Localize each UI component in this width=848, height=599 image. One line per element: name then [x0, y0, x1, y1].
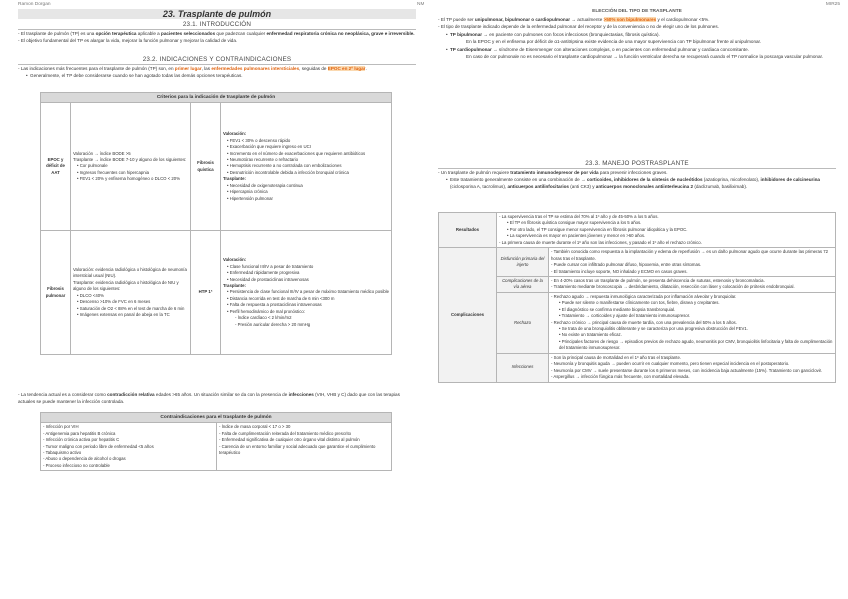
- list-item: - El tratamiento incluye soporte, NO inhalado y ECMO en casos graves.: [551, 269, 833, 275]
- contraindications-left: [41, 423, 217, 471]
- intro-paragraph-1: - El trasplante de pulmón (TP) es una opción terapéutica aplicable a pacientes seleccionados que padezcan cualquier enfermedad respiratoria crónica no neoplásica, grave e irreversible.: [18, 31, 416, 38]
- page-title: 23. Trasplante de pulmón: [18, 9, 416, 19]
- list-item: - La primera causa de muerte durante el 1º año son las infecciones, y pasado el 1º año el rechazo crónico.: [499, 240, 833, 246]
- row-criteria-htp: Valoración: • Clase funcional III/IV a pesar de tratamiento • Enfermedad rápidamente progresiva • Necesidad de prostaciclinas intravenosas Trasplante: • Persistencia de clase funcional III/IV a pesar de máximo tratamiento médico posible • Distancia recorrida en test de marcha de 6 min <300 m • Falta de respuesta a prostaciclinas intravenosas • Perfil hemodinámico de mal pronóstico: - Índice cardíaco < 2 l/min/m2 - Presión auricular derecha > 20 mmHg: [221, 231, 392, 355]
- infecciones-content: [549, 353, 836, 382]
- list-item: - Infección por VIH: [43, 424, 214, 430]
- sub-label-disfuncion: Disfunción primaria del injerto: [497, 248, 549, 277]
- right-page: [424, 0, 848, 599]
- list-item: • Se trata de una bronquiolitis obliterante y se caracteriza por una progresiva obstrucción del FEV1.: [559, 326, 749, 331]
- rechazo-content: [549, 292, 836, 353]
- running-header-nm: NM: [417, 1, 425, 7]
- list-item: - Aspergillus → infección fúngica más frecuente, con mortalidad elevada.: [551, 374, 833, 380]
- list-item: - Neumonía y bronquitis aguda → pueden ocurrir en cualquier momento, pero tienen especial incidencia en el postoperatorio.: [551, 361, 833, 367]
- list-item: - Infección crónica activa por hepatitis C: [43, 437, 214, 443]
- list-item: - Tabaquismo activo: [43, 450, 214, 456]
- list-item: • El diagnóstico se confirma mediante biopsia transbronquial.: [559, 306, 676, 312]
- section-intro-heading: 23.1. INTRODUCCIÓN: [18, 21, 416, 30]
- running-header-author: Ramon Dorgan: [18, 1, 51, 7]
- list-item: - Son la principal causa de mortalidad en el 1º año tras el trasplante.: [551, 355, 833, 361]
- running-header-code: MIR25: [825, 1, 840, 7]
- row-label-complicaciones: Complicaciones: [439, 248, 497, 382]
- section-postransplant-heading: 23.3. MANEJO POSTRASPLANTE: [438, 160, 836, 169]
- disfuncion-content: [549, 248, 836, 277]
- list-item: - Rechazo crónico → principal causa de muerte tardía, con una prevalencia del 50% a los 5 años.: [551, 320, 833, 326]
- criteria-table-title: Criterios para la indicación de trasplante de pulmón: [41, 93, 392, 103]
- row-label-fibrosis: Fibrosis pulmonar: [41, 231, 71, 355]
- contraindications-right: [217, 423, 392, 471]
- list-item: - La supervivencia tras el TP se estima del 70% al 1º año y de 45-50% a los 5 años.: [499, 214, 833, 220]
- list-item: - Falta de cumplimentación reiterada del tratamiento médico prescrito: [219, 431, 389, 437]
- list-item: - Rechazo agudo → respuesta inmunológica caracterizada por inflamación alveolar y bronquiolar.: [551, 294, 833, 300]
- list-item: • La supervivencia es mayor en pacientes jóvenes y menor en >60 años.: [507, 233, 646, 239]
- row-label-htp: HTP 1ª: [191, 231, 221, 355]
- row-criteria-epoc: Valoración → índice BODE >5 Trasplante → índice BODE 7-10 y alguno de los siguientes: • Cor pulmonale • Ingresos frecuentes con hipercapnia • FEV1 < 20% y enfisema homogéneo o DLCO < 20%: [71, 103, 191, 231]
- row-label-epoc: EPOC y déficit de AAT: [41, 103, 71, 231]
- row-criteria-fq: Valoración: • FEV1 < 30% o descenso rápido • Exacerbación que requiere ingreso en UCI • Incremento en el número de exacerbaciones que requieren antibióticos • Neumotórax recurrente o refractario • Hemoptisis recurrente a no controlada con embolizaciones • Desnutrición incontrolable debida a infección bronquial crónica Trasplante: • Necesidad de oxigenoterapia continua • Hipercapnia crónica • Hipertensión pulmonar: [221, 103, 392, 231]
- transplant-type-text: - El TP puede ser unipulmonar, bipulmonar o cardiopulmonar → actualmente >50% son bipulmonares y el cardiopulmonar <5%. - El tipo de trasplante indicado depende de la enfermedad pulmonar del receptor y de la conveniencia o no de elegir uno de los pulmones. • TP bipulmonar → en paciente con pulmones con focos infecciosos (bronquiectasias, fibrosis quística). En la EPOC y en el enfisema por déficit de α1-antitripsina existe evidencia de una mayor supervivencia con TP bipulmonar frente al unipulmonar. • TP cardiopulmonar → síndrome de Eisenmenger con alteraciones complejas, o en pacientes con enfermedad pulmonar y cardiaca concomitante. En caso de cor pulmonale no es necesario el trasplante cardiopulmonar → la función ventricular derecha se recuperará cuando el TP normalice la poscarga vascular pulmonar.: [438, 17, 836, 62]
- list-item: - También conocida como respuesta a la implantación y edema de reperfusión → es un daño pulmonar agudo que ocurre durante las primeras 72 horas tras el trasplante.: [551, 249, 833, 262]
- list-item: • Tratamiento → corticoides y ajuste del tratamiento inmunosupresor.: [559, 313, 691, 319]
- postransplant-table: [438, 212, 836, 383]
- list-item: • Principales factores de riesgo → episodios previos de rechazo agudo, neumonitis por CMV, bronquiolitis linfocitaria y falta de cumplimentación del tratamiento inmunosupresor.: [559, 338, 833, 351]
- sub-label-rechazo: Rechazo: [497, 292, 549, 353]
- list-item: • Por otro lado, el TP consigue menor supervivencia en fibrosis pulmonar idiopática y la EPOC.: [507, 226, 688, 232]
- contraindications-table: [40, 412, 392, 471]
- row-criteria-fibrosis: Valoración: evidencia radiológica o histológica de neumonía intersticial usual (NIU). Trasplante: evidencia radiológica o histológica de NIU y alguno de los siguientes: • DLCO <40% • Descenso >10% de FVC en 6 meses • Saturación de O2 < 88% en el test de marcha de 6 min • Imágenes extensas en panal de abeja en la TC: [71, 231, 191, 355]
- postransplant-text: - Un trasplante de pulmón requiere tratamiento inmunodepresor de por vida para prevenir infecciones graves. • Este tratamiento generalmente consiste en una combinación de → corticoides, inhibidores de la síntesis de nucleótidos (azatioprina, micofenolato), inhibidores de calcineurina (ciclosporina A, tacrolimus), anticuerpos antilinfocitarios (anti CK3) y anticuerpos monoclonales antiinterleucina 2 (daclizumab, basiliximab).: [438, 170, 836, 192]
- intro-paragraph-2: - El objetivo fundamental del TP es alargar la vida, mejorar la función pulmonar y mejorar la calidad de vida.: [18, 38, 416, 45]
- list-item: • Puede ser silente o manifestarse clínicamente con tos, fiebre, disnea y crepitantes.: [559, 300, 720, 306]
- section-indications-heading: 23.2. INDICACIONES Y CONTRAINDICACIONES: [18, 56, 416, 65]
- indications-paragraph-1: - Las indicaciones más frecuentes para el trasplante de pulmón (TP) son, en primer lugar, las enfermedades pulmonares intersticiales, seguidas de EPOC en 2º lugar.: [18, 66, 416, 73]
- transplant-type-heading: ELECCIÓN DEL TIPO DE TRASPLANTE: [592, 9, 682, 14]
- row-label-fq: Fibrosis quística: [191, 103, 221, 231]
- indications-text: [18, 66, 416, 81]
- list-item: • No existe un tratamiento eficaz.: [559, 332, 622, 338]
- list-item: - Antigenemia para hepatitis B crónica: [43, 431, 214, 437]
- row-label-resultados: Resultados: [439, 213, 497, 248]
- resultados-content: [497, 213, 836, 248]
- list-item: - Tumor maligno con periodo libre de enfermedad <5 años: [43, 444, 214, 450]
- list-item: - Abuso o dependencia de alcohol o drogas: [43, 456, 214, 462]
- criteria-table: [40, 92, 392, 355]
- list-item: - Neumonía por CMV → suele presentarse durante los 6 primeros meses, con incidencia baja actualmente (15%). Tratamiento con ganciclovir.: [551, 368, 833, 374]
- list-item: - Carencia de un entorno familiar y social adecuado que garantice el cumplimiento terapéutico: [219, 444, 389, 457]
- list-item: - En 4-20% casos tras un trasplante de pulmón, se presenta dehiscencia de suturas, estenosis y broncomalacia.: [551, 278, 833, 284]
- contraindications-table-title: Contraindicaciones para el trasplante de pulmón: [41, 413, 392, 423]
- indications-paragraph-2: • Generalmente, el TP debe considerarse cuando se han agotado todas las demás opciones terapéuticas.: [24, 73, 416, 80]
- list-item: - Proceso infeccioso no controlable: [43, 463, 214, 469]
- intro-text: [18, 31, 416, 46]
- list-item: - Enfermedad significativa de cualquier otro órgano vital distinto al pulmón: [219, 437, 389, 443]
- list-item: - Tratamiento mediante broncoscopia → desbridamiento, dilatación, resección con láser y colocación de prótesis endobronquial.: [551, 284, 833, 290]
- list-item: - Puede cursar con infiltrado pulmonar difuso, hipoxemia, entre otras síntomas.: [551, 262, 833, 268]
- sub-label-via-aerea: Complicaciones de la vía aérea: [497, 276, 549, 292]
- relative-contraindication-text: - La tendencia actual es a considerar como contradicción relativa edades >65 años. Un situación similar se da con la presencia de infecciones (VIH, VHB y C) dado que con las terapias actuales se puede mantener la infección controlada.: [18, 392, 416, 406]
- via-aerea-content: [549, 276, 836, 292]
- list-item: • El TP en fibrosis quística consigue mayor supervivencia a los 5 años.: [507, 220, 642, 226]
- list-item: - Índice de masa corporal < 17 o > 30: [219, 424, 389, 430]
- sub-label-infecciones: Infecciones: [497, 353, 549, 382]
